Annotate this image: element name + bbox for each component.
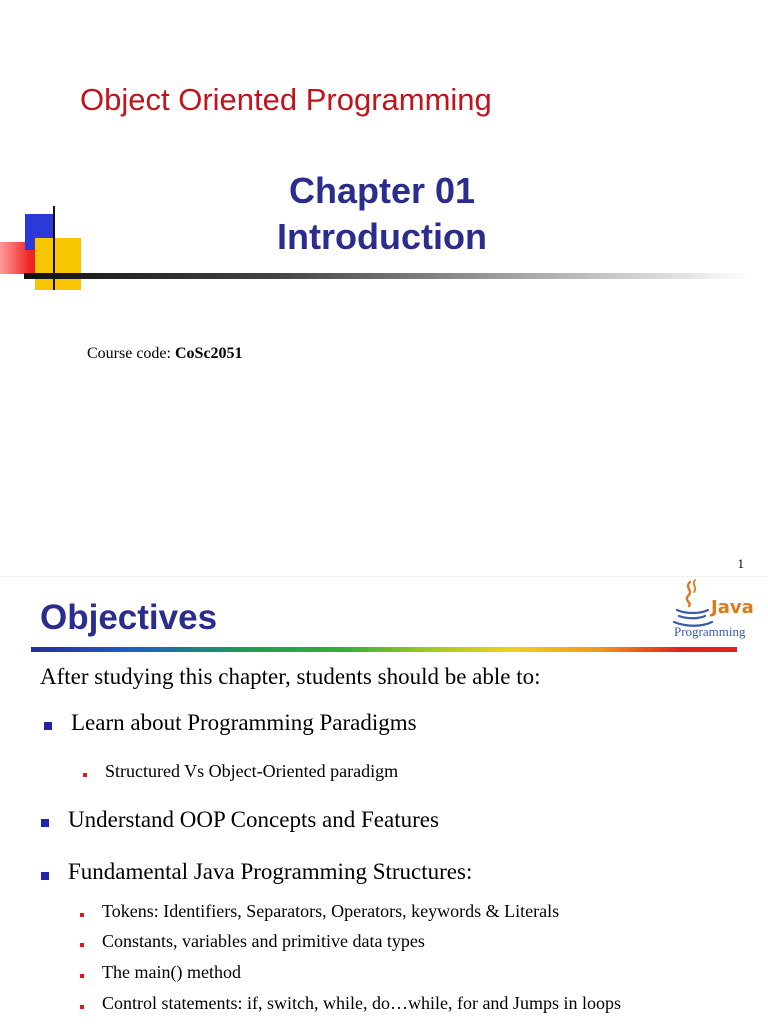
objective-subitem: Tokens: Identifiers, Separators, Operators, keywords & Literals — [102, 901, 560, 921]
course-code-value: CoSc2051 — [174, 345, 243, 362]
objective-item: Understand OOP Concepts and Features — [68, 807, 439, 832]
objective-item: Fundamental Java Programming Structures: — [68, 859, 473, 884]
bullet-marker — [41, 872, 49, 880]
java-logo-word: Java — [711, 597, 754, 618]
sub-bullet-marker — [80, 943, 84, 947]
objective-subitem: Constants, variables and primitive data types — [102, 931, 425, 951]
sub-bullet-marker — [80, 1005, 84, 1009]
chapter-heading — [0, 168, 764, 260]
bullet-marker — [41, 819, 49, 827]
rainbow-divider — [31, 647, 737, 652]
bullet-marker — [44, 722, 52, 730]
page-number: 1 — [737, 556, 744, 571]
course-code-label: Course code: — [87, 345, 171, 362]
chapter-number: Chapter 01 — [288, 170, 476, 211]
chapter-title: Introduction — [277, 216, 487, 257]
objectives-title: Objectives — [40, 598, 218, 637]
course-code — [87, 345, 243, 363]
sub-bullet-marker — [80, 974, 84, 978]
objective-item: Learn about Programming Paradigms — [71, 710, 417, 735]
decor-horizontal-line — [24, 273, 754, 279]
intro-text: After studying this chapter, students should be able to: — [40, 664, 541, 689]
objective-subitem: The main() method — [102, 962, 241, 982]
course-title: Object Oriented Programming — [80, 82, 492, 117]
sub-bullet-marker — [80, 913, 84, 917]
objective-subitem: Control statements: if, switch, while, do…while, for and Jumps in loops — [102, 993, 621, 1013]
objective-subitem: Structured Vs Object-Oriented paradigm — [105, 761, 399, 781]
java-logo-subtitle: Programming — [674, 624, 746, 639]
sub-bullet-marker — [83, 773, 87, 777]
slide-divider — [0, 576, 768, 577]
